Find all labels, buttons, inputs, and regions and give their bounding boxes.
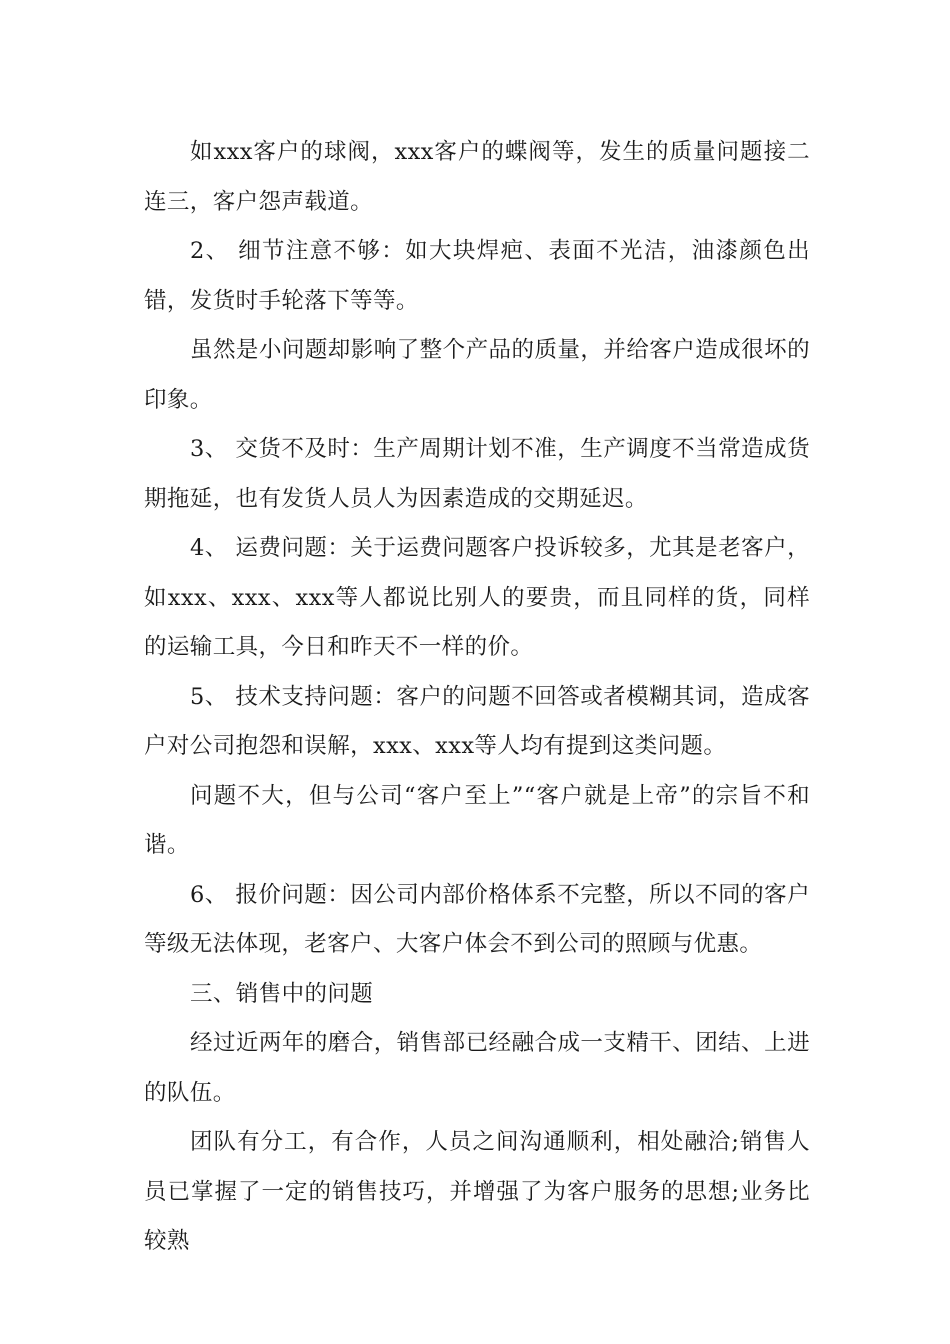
document-body	[144, 128, 810, 1267]
paragraph-item-3-delivery: 3、 交货不及时：生产周期计划不准，生产调度不当常造成货期拖延，也有发货人员人为因素造成的交期延迟。	[144, 436, 810, 512]
paragraph-item-6-quotation: 6、 报价问题：因公司内部价格体系不完整，所以不同的客户等级无法体现，老客户、大客户体会不到公司的照顾与优惠。	[144, 881, 810, 957]
paragraph-item-2-details: 2、 细节注意不够：如大块焊疤、表面不光洁，油漆颜色出错，发货时手轮落下等等。	[144, 238, 810, 314]
paragraph-team-formation: 经过近两年的磨合，销售部已经融合成一支精干、团结、上进的队伍。	[144, 1030, 810, 1106]
paragraph-item-5-tech-support: 5、 技术支持问题：客户的问题不回答或者模糊其词，造成客户对公司抱怨和误解，xxx、xxx等人均有提到这类问题。	[144, 683, 810, 759]
paragraph-item-4-freight: 4、 运费问题：关于运费问题客户投诉较多，尤其是老客户，如xxx、xxx、xxx等人都说比别人的要贵，而且同样的货，同样的运输工具，今日和昨天不一样的价。	[144, 535, 810, 660]
paragraph-small-issues: 虽然是小问题却影响了整个产品的质量，并给客户造成很坏的印象。	[144, 337, 810, 413]
paragraph-team-cooperation: 团队有分工，有合作，人员之间沟通顺利，相处融洽;销售人员已掌握了一定的销售技巧，并增强了为客户服务的思想;业务比较熟	[144, 1129, 810, 1254]
paragraph-customer-first: 问题不大，但与公司“客户至上”“客户就是上帝”的宗旨不和谐。	[144, 782, 810, 858]
paragraph-quality-examples: 如xxx客户的球阀，xxx客户的蝶阀等，发生的质量问题接二连三，客户怨声载道。	[144, 139, 810, 215]
section-heading-sales-issues: 三、销售中的问题	[190, 980, 374, 1007]
